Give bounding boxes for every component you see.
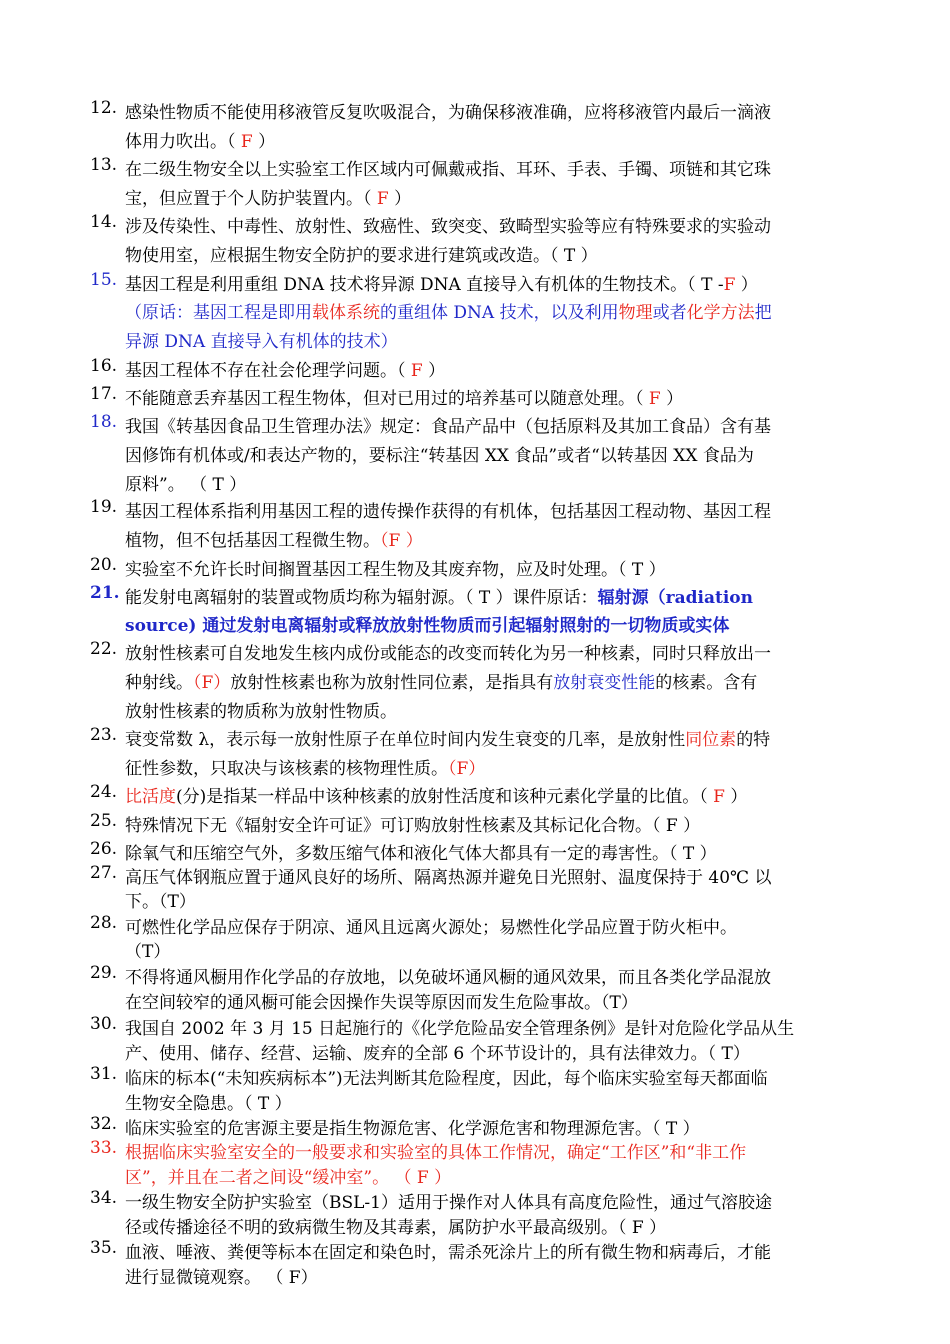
question-text-cont: （T） xyxy=(125,942,171,962)
question-text: 我国自 2002 年 3 月 15 日起施行的《化学危险品安全管理条例》是针对危险化学品从生 xyxy=(125,1019,795,1039)
question-number: 35. xyxy=(90,1238,118,1258)
answer-mark: （F） xyxy=(193,673,231,693)
question-number: 27. xyxy=(90,863,118,883)
answer-mark: F xyxy=(410,361,423,381)
question-number: 21. xyxy=(90,583,120,603)
question-text-cont: 放射性核素的物质称为放射性物质。 xyxy=(125,702,397,722)
question-number: 12. xyxy=(90,98,118,118)
question-number: 28. xyxy=(90,913,118,933)
question-number: 13. xyxy=(90,155,118,175)
original-note: （原话：基因工程是即用载体系统的重组体 DNA 技术，以及利用物理或者化学方法把 xyxy=(125,303,772,323)
answer-mark: F xyxy=(723,275,736,295)
question-text: 放射性核素可自发地发生核内成份或能态的改变而转化为另一种核素，同时只释放出一 xyxy=(125,644,771,664)
question-text: 在二级生物安全以上实验室工作区域内可佩戴戒指、耳环、手表、手镯、项链和其它珠 xyxy=(125,160,771,180)
original-note-cont: 异源 DNA 直接导入有机体的技术） xyxy=(125,332,398,352)
question-number: 24. xyxy=(90,782,118,802)
question-text: 特殊情况下无《辐射安全许可证》可订购放射性核素及其标记化合物。（ F ） xyxy=(125,816,701,836)
question-text: 除氧气和压缩空气外，多数压缩气体和液化气体大都具有一定的毒害性。（ T ） xyxy=(125,844,717,864)
question-number: 30. xyxy=(90,1014,118,1034)
answer-mark: F xyxy=(648,389,661,409)
question-number: 34. xyxy=(90,1188,118,1208)
question-text-cont: 下。（T） xyxy=(125,892,196,912)
question-text-cont: 径或传播途径不明的致病微生物及其毒素，属防护水平最高级别。（ F ） xyxy=(125,1218,667,1238)
question-number: 16. xyxy=(90,356,118,376)
question-number: 25. xyxy=(90,811,118,831)
question-number: 17. xyxy=(90,384,118,404)
question-text: 不能随意丢弃基因工程生物体，但对已用过的培养基可以随意处理。（ F ） xyxy=(125,389,684,409)
question-number: 18. xyxy=(90,412,118,432)
question-number: 22. xyxy=(90,639,118,659)
question-number: 31. xyxy=(90,1064,118,1084)
question-number: 23. xyxy=(90,725,118,745)
question-text-cont: 在空间较窄的通风橱可能会因操作失误等原因而发生危险事故。（T） xyxy=(125,993,638,1013)
question-number: 19. xyxy=(90,497,118,517)
question-number: 20. xyxy=(90,555,118,575)
question-text: 基因工程是利用重组 DNA 技术将异源 DNA 直接导入有机体的生物技术。（ T -F ） xyxy=(125,275,758,295)
question-text: 实验室不允许长时间搁置基因工程生物及其废弃物，应及时处理。（ T ） xyxy=(125,560,666,580)
question-text: 基因工程体系指利用基因工程的遗传操作获得的有机体，包括基因工程动物、基因工程 xyxy=(125,502,771,522)
question-text: 衰变常数 λ，表示每一放射性原子在单位时间内发生衰变的几率，是放射性同位素的特 xyxy=(125,730,771,750)
answer-mark: （F ） xyxy=(380,531,423,551)
question-text: 根据临床实验室安全的一般要求和实验室的具体工作情况，确定“工作区”和“非工作 xyxy=(125,1143,747,1163)
question-text-cont: 生物安全隐患。（ T ） xyxy=(125,1094,292,1114)
question-number: 33. xyxy=(90,1138,118,1158)
question-text: 我国《转基因食品卫生管理办法》规定：食品产品中（包括原料及其加工食品）含有基 xyxy=(125,417,771,437)
question-text-cont: 进行显微镜观察。 （ F） xyxy=(125,1268,318,1288)
question-number: 14. xyxy=(90,212,118,232)
answer-mark: F xyxy=(240,132,253,152)
question-text-cont: 原料”。 （ T ） xyxy=(125,475,247,495)
question-text: 血液、唾液、粪便等标本在固定和染色时，需杀死涂片上的所有微生物和病毒后，才能 xyxy=(125,1243,771,1263)
question-text-cont: 种射线。（F）放射性核素也称为放射性同位素，是指具有放射衰变性能的核素。含有 xyxy=(125,673,758,693)
answer-mark: F xyxy=(376,189,389,209)
question-number: 29. xyxy=(90,963,118,983)
original-note: source) 通过发射电离辐射或释放放射性物质而引起辐射照射的一切物质或实体 xyxy=(125,616,730,636)
question-text: 不得将通风橱用作化学品的存放地，以免破坏通风橱的通风效果，而且各类化学品混放 xyxy=(125,968,771,988)
question-text-cont: 物使用室，应根据生物安全防护的要求进行建筑或改造。（ T ） xyxy=(125,246,598,266)
answer-mark: F xyxy=(713,787,725,807)
question-text-cont: 植物，但不包括基因工程微生物。（F ） xyxy=(125,531,423,551)
question-text-cont: 产、使用、储存、经营、运输、废弃的全部 6 个环节设计的，具有法律效力。（ T） xyxy=(125,1044,750,1064)
question-text: 感染性物质不能使用移液管反复吹吸混合，为确保移液准确，应将移液管内最后一滴液 xyxy=(125,103,771,123)
question-text: 能发射电离辐射的装置或物质均称为辐射源。（ T ）课件原话：辐射源（radiation xyxy=(125,588,753,608)
question-text-cont: 体用力吹出。（ F ） xyxy=(125,132,276,152)
question-text: 临床的标本(“未知疾病标本”)无法判断其危险程度，因此，每个临床实验室每天都面临 xyxy=(125,1069,768,1089)
question-number: 26. xyxy=(90,839,118,859)
question-text: 基因工程体不存在社会伦理学问题。（ F ） xyxy=(125,361,446,381)
question-number: 15. xyxy=(90,270,118,290)
answer-mark: （F） xyxy=(448,759,486,779)
question-text: 可燃性化学品应保存于阴凉、通风且远离火源处；易燃性化学品应置于防火柜中。 xyxy=(125,918,737,938)
question-number: 32. xyxy=(90,1114,118,1134)
question-text: 一级生物安全防护实验室（BSL-1）适用于操作对人体具有高度危险性，通过气溶胶途 xyxy=(125,1193,772,1213)
question-text: 涉及传染性、中毒性、放射性、致癌性、致突变、致畸型实验等应有特殊要求的实验动 xyxy=(125,217,771,237)
question-text: 比活度(分)是指某一样品中该种核素的放射性活度和该种元素化学量的比值。（ F ） xyxy=(125,787,748,807)
question-text-cont: 宝，但应置于个人防护装置内。（ F ） xyxy=(125,189,412,209)
question-text: 高压气体钢瓶应置于通风良好的场所、隔离热源并避免日光照射、温度保持于 40℃ 以 xyxy=(125,868,772,888)
question-text-cont: 因修饰有机体或/和表达产物的，要标注“转基因 XX 食品”或者“以转基因 XX 食品为 xyxy=(125,446,754,466)
question-text-cont: 征性参数，只取决与该核素的核物理性质。（F） xyxy=(125,759,486,779)
question-text: 临床实验室的危害源主要是指生物源危害、化学源危害和物理源危害。（ T ） xyxy=(125,1119,700,1139)
question-text-cont: 区”，并且在二者之间设“缓冲室”。 （ F ） xyxy=(125,1168,452,1188)
